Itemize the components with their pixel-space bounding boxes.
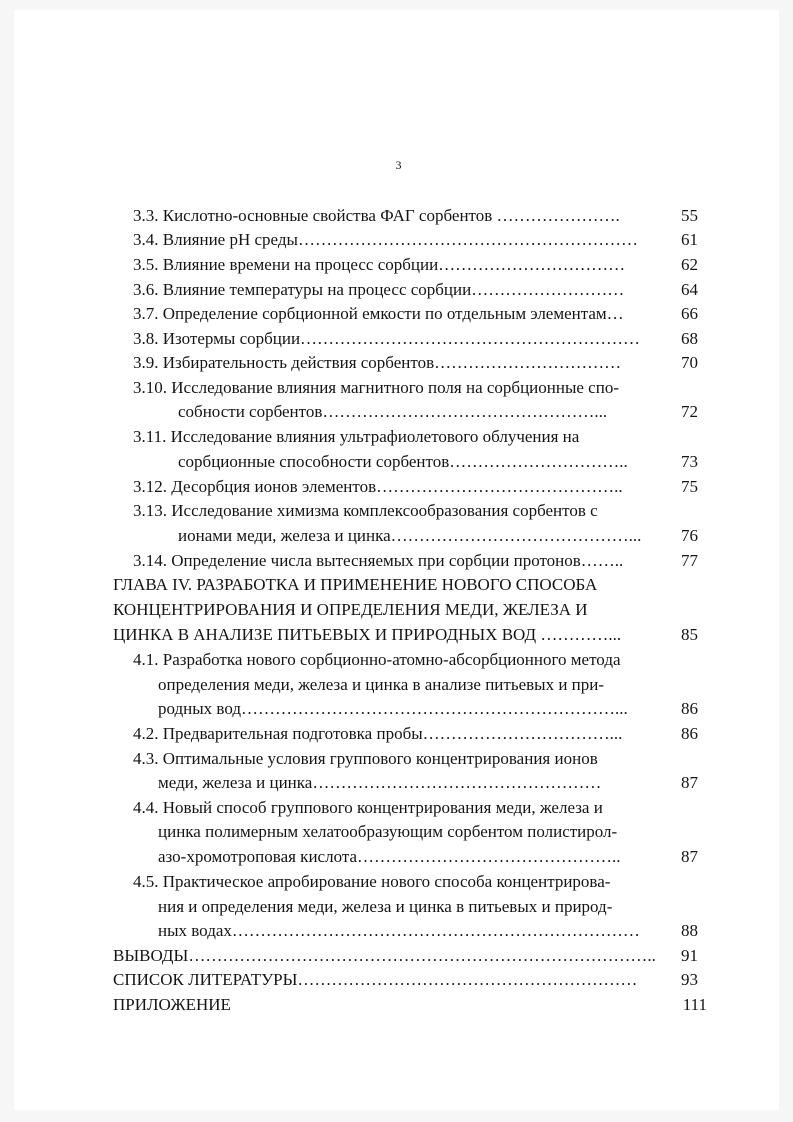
toc-entry-4-3-cont: меди, железа и цинка…………………………………………… — [158, 773, 602, 792]
toc-page: 75 — [681, 477, 698, 496]
toc-entry-3-4: 3.4. Влияние pH среды…………………………………………………… — [133, 230, 638, 249]
toc-page: 88 — [681, 921, 698, 940]
toc-page: 61 — [681, 230, 698, 249]
toc-entry-3-5: 3.5. Влияние времени на процесс сорбции…………………………… — [133, 255, 626, 274]
toc-entry-3-7: 3.7. Определение сорбционной емкости по отдельным элементам… — [133, 304, 624, 323]
toc-page: 55 — [681, 206, 698, 225]
toc-entry-3-14: 3.14. Определение числа вытесняемых при сорбции протонов…….. — [133, 551, 624, 570]
toc-entry-4-4-cont: цинка полимерным хелатообразующим сорбентом полистирол- — [158, 822, 618, 841]
toc-page: 93 — [681, 970, 698, 989]
toc-page: 70 — [681, 353, 698, 372]
toc-entry-4-4-cont: азо-хромотроповая кислота……………………………………….. — [158, 847, 621, 866]
toc-page: 62 — [681, 255, 698, 274]
toc-entry-3-6: 3.6. Влияние температуры на процесс сорбции……………………… — [133, 280, 625, 299]
toc-page: 87 — [681, 847, 698, 866]
toc-page: 87 — [681, 773, 698, 792]
toc-entry-3-9: 3.9. Избирательность действия сорбентов…………………………… — [133, 353, 622, 372]
toc-entry-4-2: 4.2. Предварительная подготовка пробы……………………………... — [133, 724, 623, 743]
toc-page: 111 — [682, 995, 707, 1014]
toc-page: 91 — [681, 946, 698, 965]
toc-page: 86 — [681, 699, 698, 718]
toc-page: 72 — [681, 402, 698, 421]
toc-entry-3-10-cont: собности сорбентов…………………………………………... — [178, 402, 608, 421]
toc-entry-3-10: 3.10. Исследование влияния магнитного поля на сорбционные спо- — [133, 378, 619, 397]
toc-entry-4-5: 4.5. Практическое апробирование нового способа концентрирова- — [133, 872, 611, 891]
toc-entry-4-3: 4.3. Оптимальные условия группового концентрирования ионов — [133, 749, 598, 768]
toc-page: 85 — [681, 625, 698, 644]
toc-page: 77 — [681, 551, 698, 570]
toc-entry-4-5-cont: ных водах……………………………………………………………… — [158, 921, 640, 940]
toc-entry-3-11-cont: сорбционные способности сорбентов………………………….. — [178, 452, 628, 471]
toc-chapter-4: ГЛАВА IV. РАЗРАБОТКА И ПРИМЕНЕНИЕ НОВОГО СПОСОБА — [113, 575, 598, 594]
toc-entry-4-4: 4.4. Новый способ группового концентрирования меди, железа и — [133, 798, 603, 817]
toc-page: 68 — [681, 329, 698, 348]
toc-appendix: ПРИЛОЖЕНИЕ — [113, 995, 231, 1014]
toc-conclusions: ВЫВОДЫ……………………………………………………………………….. — [113, 946, 656, 965]
toc-entry-4-1-cont: определения меди, железа и цинка в анализе питьевых и при- — [158, 675, 605, 694]
toc-page: 86 — [681, 724, 698, 743]
toc-page: 66 — [681, 304, 698, 323]
toc-entry-3-11: 3.11. Исследование влияния ультрафиолетового облучения на — [133, 427, 580, 446]
toc-page: 76 — [681, 526, 698, 545]
toc-entry-4-1: 4.1. Разработка нового сорбционно-атомно-абсорбционного метода — [133, 650, 621, 669]
page-number: 3 — [395, 158, 402, 172]
toc-entry-3-3: 3.3. Кислотно-основные свойства ФАГ сорбентов …………………. — [133, 206, 620, 225]
toc-entry-4-5-cont: ния и определения меди, железа и цинка в питьевых и природ- — [158, 897, 613, 916]
toc-chapter-4-cont: ЦИНКА В АНАЛИЗЕ ПИТЬЕВЫХ И ПРИРОДНЫХ ВОД …………... — [113, 625, 622, 644]
toc-references: СПИСОК ЛИТЕРАТУРЫ…………………………………………………… — [113, 970, 638, 989]
toc-entry-3-13: 3.13. Исследование химизма комплексообразования сорбентов с — [133, 501, 598, 520]
toc-entry-3-13-cont: ионами меди, железа и цинка……………………………………... — [178, 526, 642, 545]
toc-page: 64 — [681, 280, 698, 299]
toc-chapter-4-cont: КОНЦЕНТРИРОВАНИЯ И ОПРЕДЕЛЕНИЯ МЕДИ, ЖЕЛЕЗА И — [113, 600, 588, 619]
toc-entry-4-1-cont: родных вод…………………………………………………………... — [158, 699, 628, 718]
toc-page: 73 — [681, 452, 698, 471]
toc-entry-3-8: 3.8. Изотермы сорбции…………………………………………………… — [133, 329, 641, 348]
toc-entry-3-12: 3.12. Десорбция ионов элементов…………………………………….. — [133, 477, 623, 496]
